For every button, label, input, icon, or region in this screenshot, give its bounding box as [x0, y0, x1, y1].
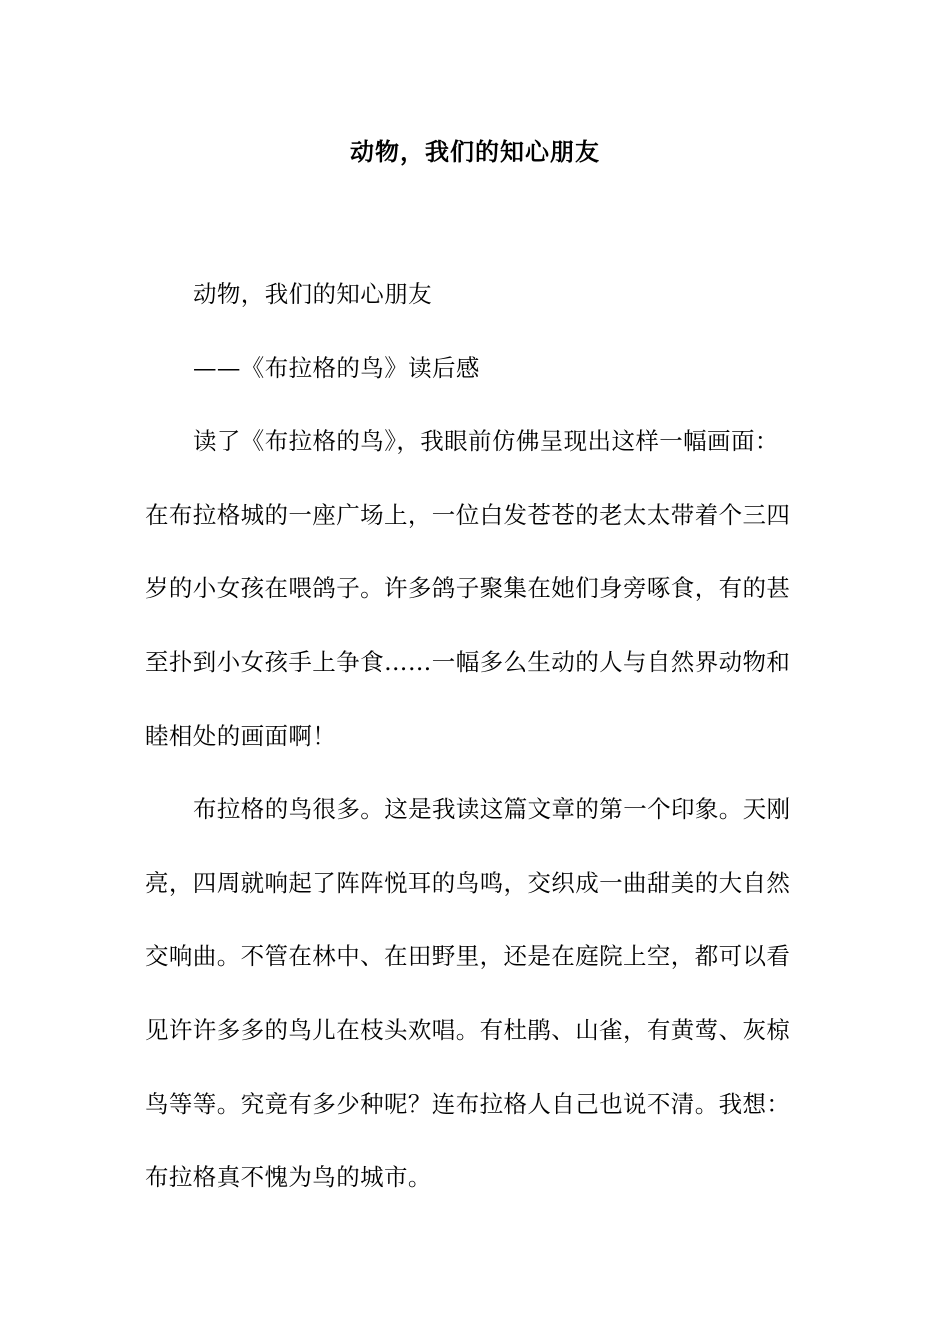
body-line: 睦相处的画面啊！	[145, 721, 337, 750]
body-line: 岁的小女孩在喂鸽子。许多鸽子聚集在她们身旁啄食，有的甚	[145, 574, 791, 603]
body-line: 亮，四周就响起了阵阵悦耳的鸟鸣，交织成一曲甜美的大自然	[145, 868, 791, 897]
body-line: 布拉格的鸟很多。这是我读这篇文章的第一个印象。天刚	[193, 795, 791, 824]
body-line: 读了《布拉格的鸟》，我眼前仿佛呈现出这样一幅画面：	[193, 427, 779, 456]
document-body	[145, 258, 810, 1215]
body-line: 布拉格真不愧为鸟的城市。	[145, 1163, 432, 1192]
body-line: ——《布拉格的鸟》读后感	[193, 353, 480, 382]
body-line: 见许许多多的鸟儿在枝头欢唱。有杜鹃、山雀，有黄莺、灰椋	[145, 1015, 791, 1044]
body-line: 至扑到小女孩手上争食……一幅多么生动的人与自然界动物和	[145, 647, 791, 676]
body-line: 动物，我们的知心朋友	[193, 280, 432, 308]
body-line: 鸟等等。究竟有多少种呢？连布拉格人自己也说不清。我想：	[145, 1089, 791, 1118]
body-line: 交响曲。不管在林中、在田野里，还是在庭院上空，都可以看	[145, 942, 791, 971]
document-title: 动物，我们的知心朋友	[350, 137, 600, 166]
body-line: 在布拉格城的一座广场上，一位白发苍苍的老太太带着个三四	[145, 500, 791, 529]
